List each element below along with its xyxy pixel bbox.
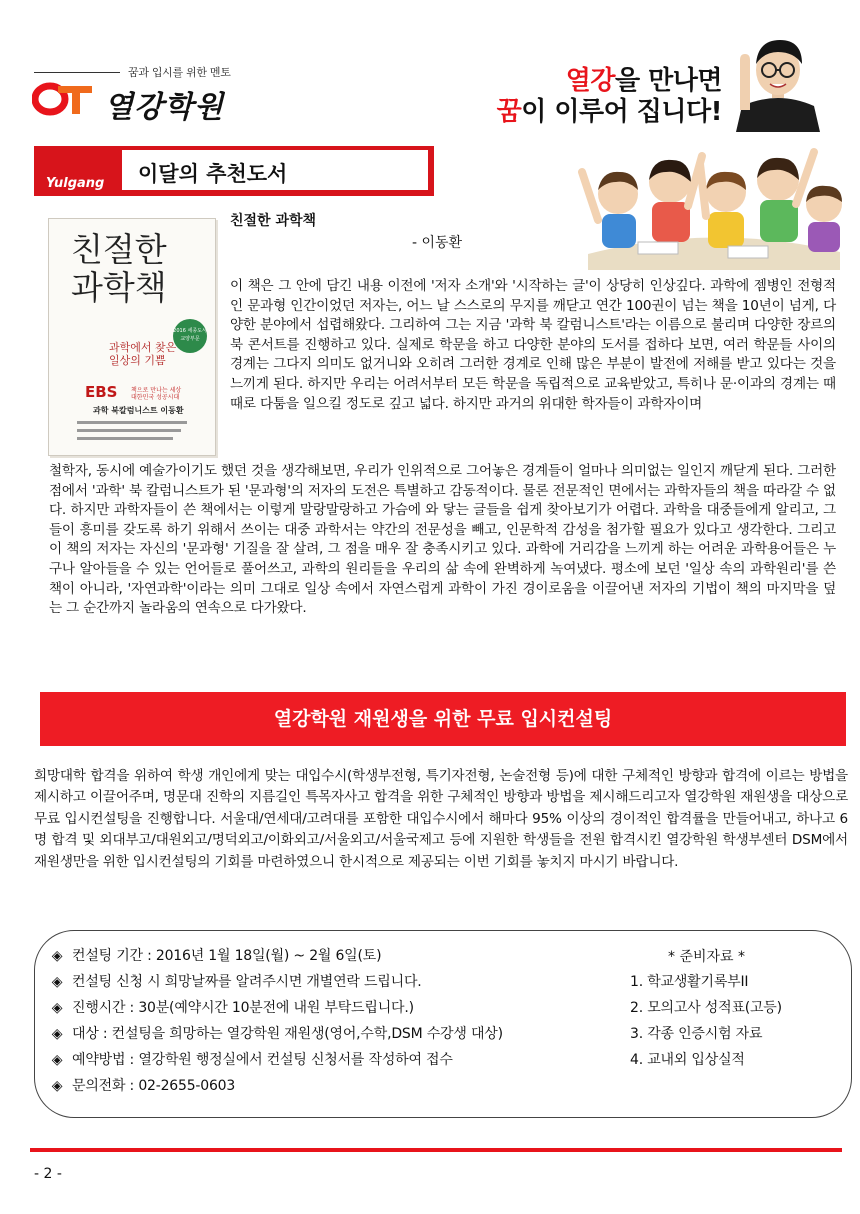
award-badge: 2016 세종도서 교양부문 <box>173 319 207 353</box>
book-cover-author: 과학 북칼럼니스트 이동환 <box>93 406 184 415</box>
bullet-diamond-icon: ◈ <box>51 948 63 964</box>
review-paragraph-continued: 철학자, 동시에 예술가이기도 했던 것을 생각해보면, 우리가 인위적으로 그어놓은 경계들이 얼마나 의미없는 일인지 깨닫게 된다. 그러한 점에서 '과학' 북 칼럼니스트가 된 '문과형'의 저자의 도전은 특별하고 감동적이다. 물론 전문적인 면에서는 과학자들의 책을 따라갈 수 없다. 하지만 과학자들이 쓴 책에서는 이렇게 말랑말랑하고 가슴에 와 닿는 글들을 쉽게 찾아보기가 어렵다. 과학을 대중들에게 알리고, 그들이 흥미를 갖도록 하기 위해서 쓰이는 대중 과학서는 약간의 전문성을 빼고, 인문학적 감성을 첨가할 필요가 있다고 생각한다. 그리고 이 책의 저자는 자신의 '문과형' 기질을 잘 살려, 그 점을 매우 잘 충족시키고 있다. 과학에 거리감을 느끼게 하는 어려운 과학용어들은 누구나 알아들을 수 있는 언어들로 풀어쓰고, 과학의 원리들을 우리의 삶 속에 완벽하게 녹여냈다. 평소에 보던 '일상 속의 과학원리'를 쓴 책이 아니라, '자연과학'이라는 의미 그대로 일상 속에서 자연스럽게 과학이 가진 경이로움을 이끌어낸 저자의 기법이 책의 마지막을 덮는 그 순간까지 놀라움의 연속으로 다가왔다. <box>49 463 836 617</box>
book-cover-blurb <box>77 419 187 448</box>
section-banner-label: Yulgang <box>46 176 105 191</box>
logo-icon <box>32 82 96 116</box>
footer-divider <box>30 1148 842 1152</box>
materials-item: 3. 각종 인증시험 자료 <box>630 1026 763 1042</box>
slogan-line-2: 꿈이 이루어 집니다! <box>496 97 722 127</box>
page-number: - 2 - <box>34 1166 62 1182</box>
materials-item: 4. 교내외 입상실적 <box>630 1052 745 1068</box>
tagline: 꿈과 입시를 위한 멘토 <box>128 66 231 79</box>
book-cover-title: 친절한 과학책 <box>71 230 167 307</box>
bullet-diamond-icon: ◈ <box>51 1078 63 1094</box>
bullet-diamond-icon: ◈ <box>51 974 63 990</box>
materials-heading: * 준비자료 * <box>668 949 745 965</box>
info-item-period: ◈ 컨설팅 기간 : 2016년 1월 18일(월) ~ 2월 6일(토) <box>51 948 382 964</box>
tagline-divider <box>34 72 120 73</box>
info-item-phone: ◈ 문의전화 : 02-2655-0603 <box>51 1078 236 1094</box>
book-cover <box>48 218 216 456</box>
book-cover-subtitle: 과학에서 찾은 일상의 기쁨 <box>109 341 177 367</box>
info-item-reservation: ◈ 예약방법 : 열강학원 행정실에서 컨설팅 신청서를 작성하여 접수 <box>51 1052 453 1068</box>
logo-text: 열강학원 <box>104 90 224 125</box>
info-item-target: ◈ 대상 : 컨설팅을 희망하는 열강학원 재원생(영어,수학,DSM 수강생 대상) <box>51 1026 503 1042</box>
blurb-lines-decoration <box>77 419 187 445</box>
book-cover-ebs-program: 책으로 만나는 세상 대한민국 성공시대 <box>131 387 182 401</box>
bullet-diamond-icon: ◈ <box>51 1000 63 1016</box>
info-item-request: ◈ 컨설팅 신청 시 희망날짜를 알려주시면 개별연락 드립니다. <box>51 974 422 990</box>
section-title: 이달의 추천도서 <box>138 162 288 186</box>
review-author: - 이동환 <box>412 235 463 251</box>
materials-item: 2. 모의고사 성적표(고등) <box>630 1000 782 1016</box>
review-paragraph: 이 책은 그 안에 담긴 내용 이전에 '저자 소개'와 '시작하는 글'이 상당히 인상깊다. 과학에 젬병인 전형적인 문과형 인간이었던 저자는, 어느 날 스스로의 무지를 깨닫고 연간 100권이 넘는 책을 10년이 넘게, 다양한 분야에서 섭렵해왔다. 그리하여 그는 지금 '과학 북 칼럼니스트'라는 이름으로 불리며 다양한 장르의 북 콘서트를 진행하고 있다. 실제로 학문을 하고 다양한 분야의 도서를 접하다 보면, 여러 학문들 사이의 경계는 그다지 의미도 없거니와 오히려 그러한 경계로 인해 많은 부분이 발전에 저해를 받고 있다는 것을 느끼게 된다. 하지만 우리는 어려서부터 모든 학문을 독립적으로 교육받았고, 특히나 문·이과의 경계는 때때로 다툼을 일으킬 정도로 깊고 넓다. 하지만 과거의 위대한 학자들이 과학자이며 <box>230 278 836 412</box>
bullet-diamond-icon: ◈ <box>51 1052 63 1068</box>
info-item-duration: ◈ 진행시간 : 30분(예약시간 10분전에 내원 부탁드립니다.) <box>51 1000 414 1016</box>
slogan-line-1: 열강을 만나면 <box>565 66 722 96</box>
student-mascot-illustration <box>728 30 828 132</box>
children-reading-illustration <box>578 142 848 270</box>
bullet-diamond-icon: ◈ <box>51 1026 63 1042</box>
consulting-intro: 희망대학 합격을 위하여 학생 개인에게 맞는 대입수시(학생부전형, 특기자전형, 논술전형 등)에 대한 구체적인 방향과 합격에 이르는 방법을 제시하고 이끌어주며, 명문대 진학의 지름길인 특목자사고 합격을 위한 구체적인 방향과 방법을 제시해드리고자 열강학원 재원생을 대상으로 무료 입시컨설팅을 진행합니다. 서울대/연세대/고려대를 포함한 대입수시에서 해마다 95% 이상의 경이적인 합격률을 만들어내고, 하나고 6명 합격 및 외대부고/대원외고/명덕외고/이화외고/서울외고/서울국제고 등에 지원한 학생들을 전원 합격시킨 열강학원 학생부센터 DSM에서 재원생만을 위한 입시컨설팅의 기회를 마련하였으니 한시적으로 제공되는 이번 기회를 놓치지 마시기 바랍니다. <box>34 768 848 870</box>
consulting-title: 열강학원 재원생을 위한 무료 입시컨설팅 <box>273 708 613 730</box>
materials-item: 1. 학교생활기록부II <box>630 974 749 990</box>
review-book-title: 친절한 과학책 <box>230 213 317 229</box>
book-cover-ebs: EBS <box>85 383 118 401</box>
